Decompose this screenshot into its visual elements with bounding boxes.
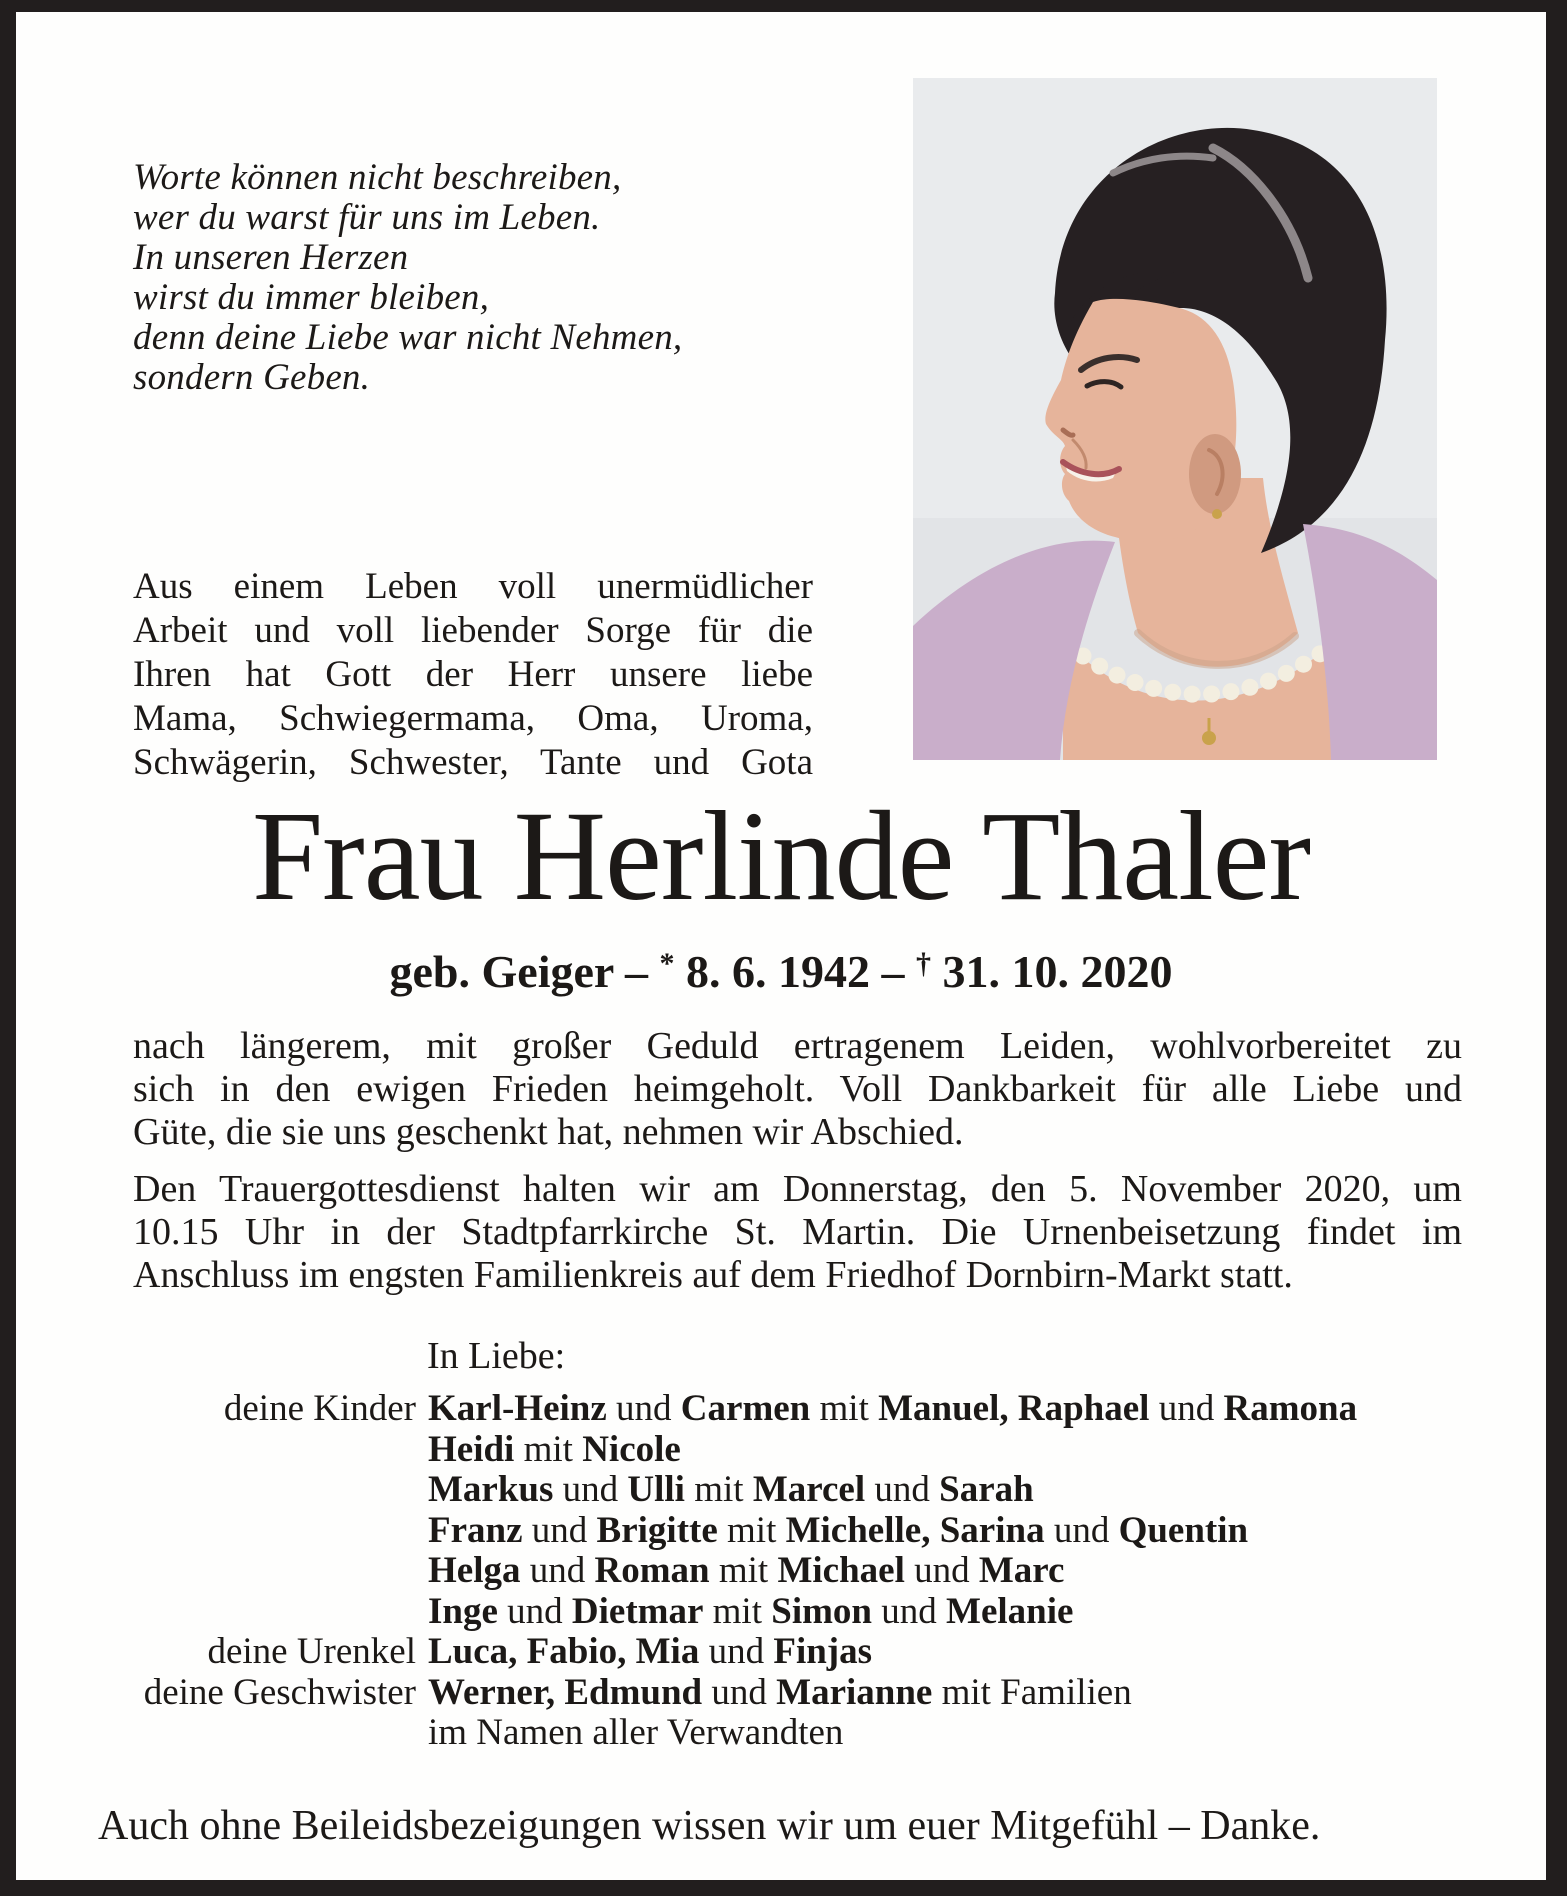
death-cross-symbol: † (915, 947, 931, 980)
obituary-sheet (16, 12, 1546, 1880)
earring (1212, 509, 1222, 519)
family-member-name: Simon (771, 1590, 873, 1632)
family-connector: mit (810, 1388, 879, 1429)
family-connector: und (606, 1388, 681, 1429)
family-member-name: Marcel (752, 1469, 866, 1510)
family-connector: und (553, 1469, 628, 1510)
family-member-name: Karl-Heinz (428, 1388, 607, 1429)
service-details-paragraph-line: 10.15 Uhr in der Stadtpfarrkirche St. Martin. Die Urnenbeisetzung findet im (133, 1211, 1462, 1253)
family-names (416, 1632, 872, 1673)
family-relation-label (16, 1551, 416, 1592)
family-connector: mit (717, 1509, 786, 1551)
poem-line: In unseren Herzen (133, 237, 409, 278)
family-row (16, 1389, 1516, 1430)
intro-paragraph-line: Aus einem Leben voll unermüdlicher (133, 566, 813, 607)
intro-paragraph (133, 565, 813, 785)
family-relation-label (16, 1511, 416, 1552)
service-details-paragraph-line: Den Trauergottesdienst halten wir am Donnerstag, den 5. November 2020, um (133, 1168, 1462, 1210)
farewell-paragraph-line: sich in den ewigen Frieden heimgeholt. Voll Dankbarkeit für alle Liebe und (133, 1068, 1462, 1110)
family-row (16, 1430, 1516, 1471)
family-relation-label (16, 1713, 416, 1754)
family-row (16, 1673, 1516, 1714)
family-row (16, 1551, 1516, 1592)
family-relation-label: deine Geschwister (143, 1671, 416, 1713)
family-names (416, 1389, 1357, 1430)
family-member-name: Michael (777, 1550, 905, 1591)
family-member-name: Nicole (582, 1428, 681, 1470)
family-connector: und (702, 1671, 777, 1713)
family-connector: mit (684, 1469, 753, 1510)
family-list (16, 1389, 1516, 1754)
intro-paragraph-line: Mama, Schwiegermama, Oma, Uroma, (133, 698, 813, 739)
intro-paragraph-line: Ihren hat Gott der Herr unsere liebe (133, 654, 813, 695)
family-row (16, 1470, 1516, 1511)
family-connector: mit (514, 1428, 583, 1470)
birth-date: 8. 6. 1942 (685, 946, 870, 997)
family-member-name: Brigitte (596, 1509, 718, 1551)
family-row (16, 1632, 1516, 1673)
family-relation-label (16, 1470, 416, 1511)
family-names (416, 1511, 1248, 1552)
farewell-paragraph (133, 1025, 1462, 1154)
family-member-name: Carmen (680, 1388, 811, 1429)
family-names (416, 1470, 1034, 1511)
family-connector: und (865, 1469, 940, 1510)
intro-paragraph-line: Schwägerin, Schwester, Tante und Gota (133, 742, 813, 783)
family-relation-label (16, 1430, 416, 1471)
family-member-name: Sarah (939, 1469, 1034, 1510)
date-separator: – (869, 946, 916, 997)
family-connector: und (872, 1590, 947, 1632)
family-connector: und (1149, 1388, 1224, 1429)
family-connector: mit (709, 1550, 778, 1591)
poem-line: wirst du immer bleiben, (133, 277, 490, 318)
poem-line: Worte können nicht beschreiben, (133, 157, 622, 198)
family-connector: und (522, 1509, 597, 1551)
family-member-name: Manuel, Raphael (878, 1388, 1150, 1429)
family-row (16, 1511, 1516, 1552)
family-row (16, 1713, 1516, 1754)
service-details-paragraph-line: Anschluss im engsten Familienkreis auf dem Friedhof Dornbirn-Markt statt. (133, 1254, 1293, 1296)
family-connector: und (699, 1631, 774, 1672)
family-connector: und (520, 1550, 595, 1591)
family-names (416, 1430, 681, 1471)
family-member-name: Ulli (627, 1469, 685, 1510)
family-member-name: Roman (594, 1550, 710, 1591)
family-member-name: Heidi (428, 1428, 515, 1470)
death-date: 31. 10. 2020 (942, 946, 1173, 997)
family-connector: im Namen aller Verwandten (428, 1712, 844, 1753)
farewell-paragraph-line: nach längerem, mit großer Geduld ertragenem Leiden, wohlvorbereitet zu (133, 1025, 1462, 1067)
family-member-name: Dietmar (571, 1590, 704, 1632)
family-connector: und (904, 1550, 979, 1591)
family-member-name: Helga (428, 1550, 521, 1591)
maiden-name: geb. Geiger – (389, 946, 660, 997)
service-details-paragraph (133, 1168, 1462, 1297)
birth-star-symbol: * (659, 947, 675, 980)
poem-line: denn deine Liebe war nicht Nehmen, (133, 317, 683, 358)
family-names (416, 1673, 1132, 1714)
condolence-note: Auch ohne Beileidsbezeigungen wissen wir um euer Mitgefühl – Danke. (98, 1803, 1321, 1849)
salutation: In Liebe: (427, 1335, 566, 1377)
family-names (416, 1713, 843, 1754)
poem (133, 158, 682, 398)
portrait-photo (913, 78, 1437, 760)
deceased-name: Frau Herlinde Thaler (251, 785, 1311, 927)
family-member-name: Michelle, Sarina (785, 1509, 1045, 1551)
family-member-name: Ramona (1223, 1388, 1358, 1429)
family-connector: und (1044, 1509, 1119, 1551)
family-connector: mit (703, 1590, 772, 1632)
family-relation-label: deine Urenkel (207, 1631, 416, 1672)
family-member-name: Werner, Edmund (428, 1671, 703, 1713)
family-member-name: Luca, Fabio, Mia (428, 1631, 700, 1672)
family-member-name: Marc (978, 1550, 1065, 1591)
family-row (16, 1592, 1516, 1633)
family-names (416, 1551, 1064, 1592)
farewell-paragraph-line: Güte, die sie uns geschenkt hat, nehmen wir Abschied. (133, 1111, 964, 1153)
family-connector: mit Familien (932, 1671, 1132, 1713)
poem-line: wer du warst für uns im Leben. (133, 197, 601, 238)
family-connector: und (497, 1590, 572, 1632)
family-member-name: Franz (428, 1509, 523, 1551)
family-member-name: Melanie (946, 1590, 1074, 1632)
birth-death-line (16, 940, 1546, 996)
family-member-name: Inge (428, 1590, 498, 1632)
poem-line: sondern Geben. (133, 357, 371, 398)
intro-paragraph-line: Arbeit und voll liebender Sorge für die (133, 610, 813, 651)
pendant (1202, 731, 1216, 745)
family-member-name: Quentin (1118, 1509, 1249, 1551)
ear (1189, 434, 1241, 514)
family-member-name: Marianne (776, 1671, 933, 1713)
family-relation-label: deine Kinder (223, 1388, 416, 1429)
family-member-name: Markus (428, 1469, 554, 1510)
family-member-name: Finjas (773, 1631, 873, 1672)
family-relation-label (16, 1592, 416, 1633)
portrait-illustration (913, 78, 1437, 760)
family-names (416, 1592, 1073, 1633)
